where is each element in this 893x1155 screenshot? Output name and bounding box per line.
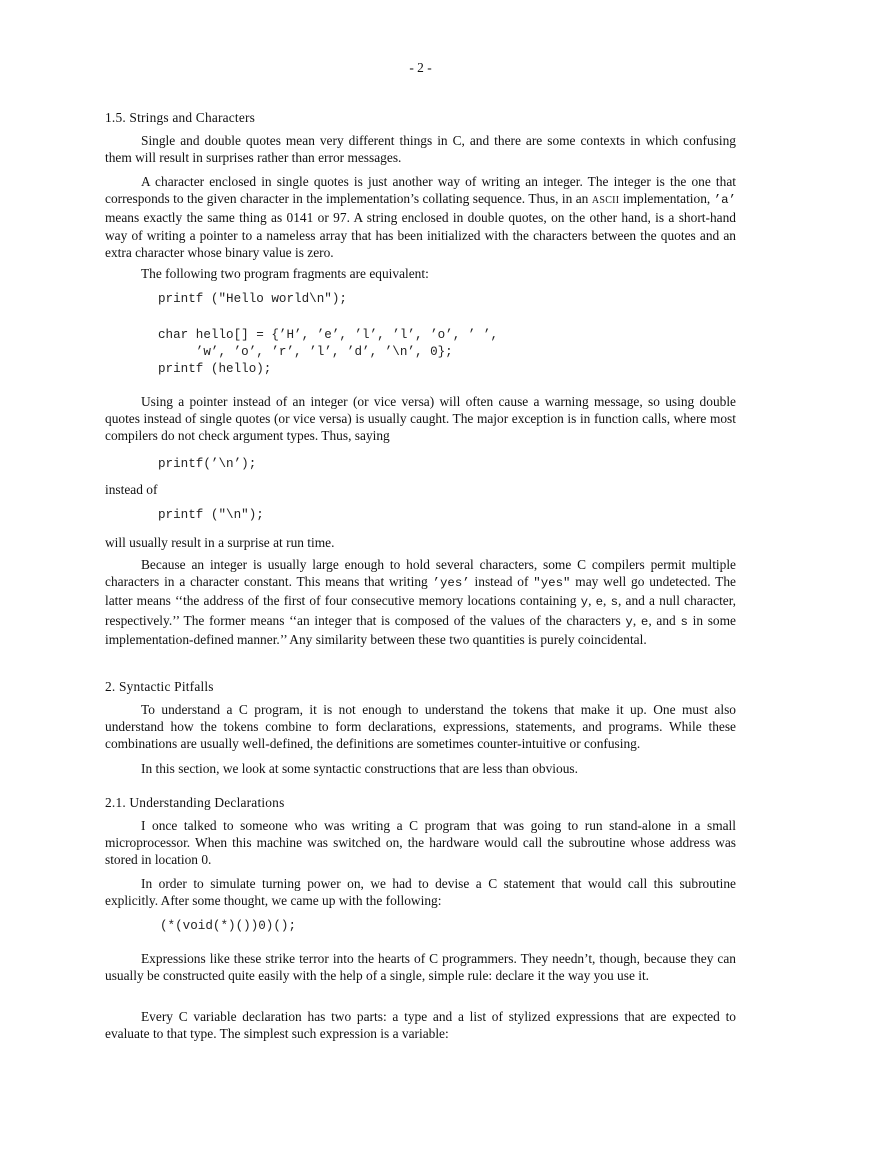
inline-code: e [640,614,649,629]
text-run: implementation, [619,191,714,207]
text-run: A character enclosed in single quotes is just another way of writing an integer. The integer is the one that corresponds to the given character in the implementation’s collating sequence. Thus, in an [105,174,736,207]
inline-code: y [580,595,589,610]
paragraph: In order to simulate turning power on, we had to devise a C statement that would call this subroutine explicitly. After some thought, we came up with the following: [105,876,736,909]
inline-code: "yes" [533,576,571,591]
code-block: printf ("Hello world\n"); [158,292,347,306]
page-number: - 2 - [409,60,432,75]
text-run: , and a null character, respectively.’’ The former means ‘‘an integer that is composed of the values of the characters [105,593,736,628]
code-block: printf(’\n’); [158,457,257,471]
paragraph: The following two program fragments are equivalent: [141,266,429,281]
text-run: means exactly the same thing as 0141 or 97. A string enclosed in double quotes, on the other hand, is a short-hand way of writing a pointer to a nameless array that has been initialized with the characters between the quotes and an extra character whose binary value is zero. [105,210,736,260]
inline-code: ’yes’ [432,576,470,591]
text-run: instead of [469,574,534,590]
inline-code: e [595,595,604,610]
inline-code: ’a’ [713,193,736,208]
paragraph: will usually result in a surprise at run time. [105,535,335,550]
paragraph [105,556,736,648]
text-run: in some implementation-defined manner.’’ Any similarity between these two quantities is purely coincidental. [105,612,736,647]
paragraph [105,173,736,261]
paragraph: Every C variable declaration has two parts: a type and a list of stylized expressions that are expected to evaluate to that type. The simplest such expression is a variable: [105,1009,736,1042]
section-heading-2: 2. Syntactic Pitfalls [105,679,214,694]
paragraph: To understand a C program, it is not enough to understand the tokens that make it up. One must also understand how the tokens combine to form declarations, expressions, statements, and programs. While these combinations are usually well-defined, the definitions are sometimes counter-intuitive or confusing. [105,702,736,752]
paragraph: Using a pointer instead of an integer (or vice versa) will often cause a warning message, so using double quotes instead of single quotes (or vice versa) is usually caught. The major exception is in function calls, where most compilers do not check argument types. Thus, saying [105,394,736,444]
code-block: printf ("\n"); [158,508,264,522]
text-run: , [603,593,611,609]
inline-code: s [610,595,618,610]
code-block: char hello[] = {’H’, ’e’, ’l’, ’l’, ’o’, ’ ’, ’w’, ’o’, ’r’, ’l’, ’d’, ’\n’, 0}; printf (hello); [158,328,499,377]
text-run: , and [648,612,681,628]
section-heading-1-5: 1.5. Strings and Characters [105,110,256,125]
inline-code: y [625,614,633,629]
paragraph: I once talked to someone who was writing a C program that was going to run stand-alone in a small microprocessor. When this machine was switched on, the hardware would call the subroutine whose address was stored in location 0. [105,818,736,868]
inline-code: s [680,614,688,629]
paragraph: instead of [105,482,158,497]
section-heading-2-1: 2.1. Understanding Declarations [105,795,285,810]
text-run: may well go undetected. The latter means ‘‘the address of the first of four consecutive memory locations containing [105,574,736,609]
text-run: , [632,612,641,628]
code-block: (*(void(*)())0)(); [160,919,297,933]
text-run-smallcaps: ASCII [591,195,620,207]
paragraph: Single and double quotes mean very different things in C, and there are some contexts in which confusing them will result in surprises rather than error messages. [105,133,736,166]
text-run: , [588,593,596,609]
text-run: Because an integer is usually large enough to hold several characters, some C compilers permit multiple characters in a character constant. This means that writing [105,557,736,590]
paragraph: In this section, we look at some syntactic constructions that are less than obvious. [141,761,578,776]
paragraph: Expressions like these strike terror into the hearts of C programmers. They needn’t, though, because they can usually be constructed quite easily with the help of a single, simple rule: declare it the way you use it. [105,951,736,984]
